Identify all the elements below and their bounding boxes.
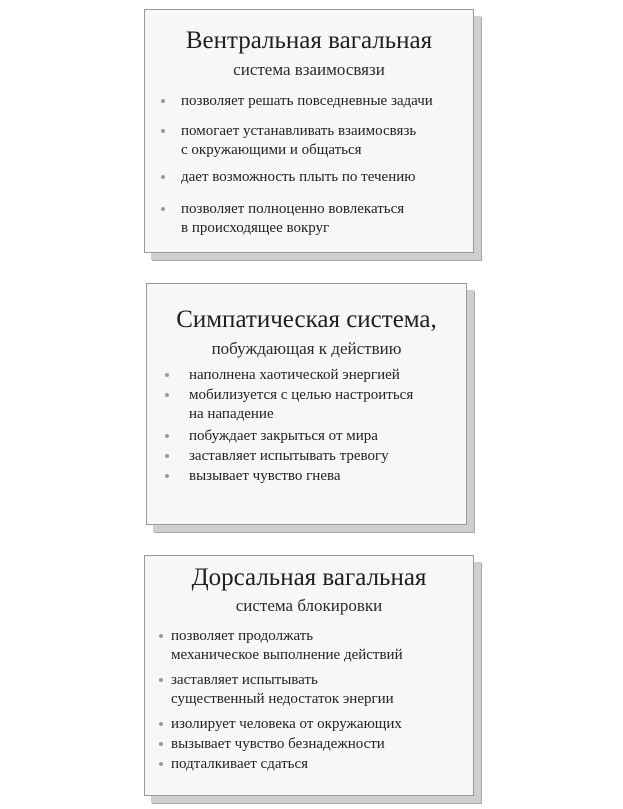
list-item-line: существенный недостаток энергии <box>171 691 394 707</box>
list-item-line: изолирует человека от окружающих <box>171 716 402 732</box>
list-item <box>165 366 400 385</box>
list-item <box>165 386 413 424</box>
list-item-line: позволяет продолжать <box>171 628 314 644</box>
list-item-line: на нападение <box>189 406 274 422</box>
list-item <box>159 715 402 734</box>
list-item-line: механическое выполнение действий <box>171 647 403 663</box>
list-item-line: мобилизуется с целью настроиться <box>189 387 414 403</box>
bullet-icon <box>161 175 165 179</box>
list-item-line: побуждает закрыться от мира <box>189 428 378 444</box>
bullet-icon <box>165 393 169 397</box>
bullet-icon <box>165 454 169 458</box>
sympathetic-card <box>146 283 467 525</box>
dorsal-vagal-card <box>144 555 474 796</box>
list-item <box>159 735 385 754</box>
list-item-line: подталкивает сдаться <box>171 756 309 772</box>
card-title: Дорсальная вагальная <box>191 564 427 591</box>
card-subtitle: система блокировки <box>235 596 383 615</box>
list-item <box>165 467 341 486</box>
bullet-icon <box>165 373 169 377</box>
card-subtitle: побуждающая к действию <box>211 339 402 358</box>
list-item-line: вызывает чувство безнадежности <box>171 736 385 752</box>
list-item <box>161 168 415 187</box>
card-title: Вентральная вагальная <box>185 27 433 54</box>
bullet-icon <box>165 474 169 478</box>
bullet-icon <box>159 634 163 638</box>
list-item-line: заставляет испытывать <box>171 672 318 688</box>
list-item <box>159 755 308 774</box>
list-item <box>159 671 394 709</box>
list-item-line: дает возможность плыть по течению <box>181 169 416 185</box>
bullet-icon <box>161 99 165 103</box>
bullet-icon <box>165 434 169 438</box>
list-item-line: с окружающими и общаться <box>181 142 362 158</box>
bullet-icon <box>159 722 163 726</box>
list-item-line: вызывает чувство гнева <box>189 468 341 484</box>
bullet-icon <box>161 207 165 211</box>
bullet-icon <box>161 129 165 133</box>
bullet-icon <box>159 762 163 766</box>
list-item <box>165 427 378 446</box>
list-item-line: помогает устанавливать взаимосвязь <box>181 123 417 139</box>
list-item-line: заставляет испытывать тревогу <box>189 448 389 464</box>
list-item <box>165 447 389 466</box>
list-item <box>159 627 403 665</box>
bullet-icon <box>159 742 163 746</box>
list-item-line: позволяет полноценно вовлекаться <box>181 201 405 217</box>
ventral-vagal-card <box>144 9 474 253</box>
list-item-line: наполнена хаотической энергией <box>189 367 400 383</box>
card-title: Симпатическая система, <box>176 306 437 333</box>
bullet-icon <box>159 678 163 682</box>
list-item <box>161 122 416 160</box>
card-subtitle: система взаимосвязи <box>233 60 385 79</box>
list-item <box>161 92 433 111</box>
list-item-line: в происходящее вокруг <box>181 220 330 236</box>
list-item <box>161 200 404 238</box>
list-item-line: позволяет решать повседневные задачи <box>181 93 433 109</box>
